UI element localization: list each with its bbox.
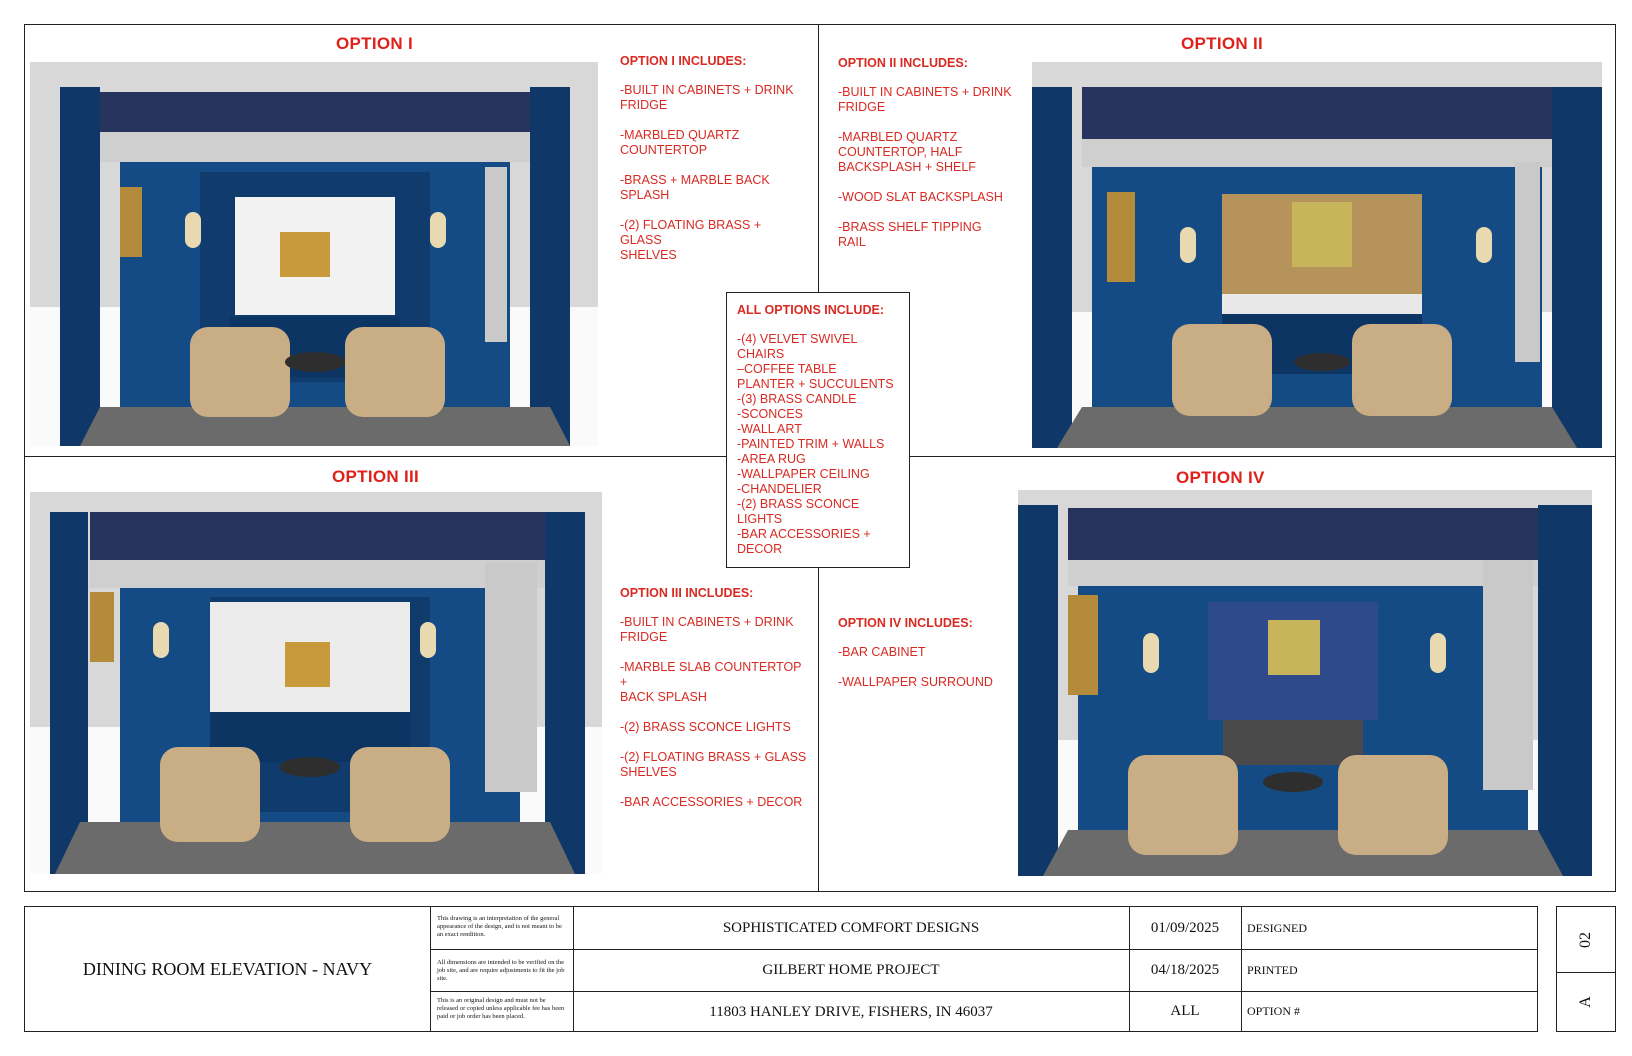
option-2-render <box>1032 62 1602 448</box>
include-item: -(2) FLOATING BRASS + GLASS SHELVES <box>620 750 807 779</box>
include-item: -BUILT IN CABINETS + DRINK FRIDGE <box>620 615 794 644</box>
option-1-render <box>30 62 598 446</box>
sheet-number-block <box>1556 906 1616 1032</box>
option-3-render <box>30 492 602 874</box>
all-option-item: -BAR ACCESSORIES + <box>737 527 871 541</box>
divider <box>430 907 431 1031</box>
sheet-letter-cell <box>1557 973 1615 1031</box>
includes-heading: OPTION I INCLUDES: <box>620 54 747 68</box>
include-item: -BRASS + MARBLE BACK SPLASH <box>620 173 770 202</box>
sheet-letter: A <box>1577 996 1594 1008</box>
all-options-heading: ALL OPTIONS INCLUDE: <box>737 303 884 317</box>
room-render-illustration <box>1018 490 1592 876</box>
includes-heading: OPTION IV INCLUDES: <box>838 616 973 630</box>
disclaimer-note: This drawing is an interpretation of the general appearance of the design, and is not meant to be an exact rendition. <box>437 915 562 938</box>
all-option-item: DECOR <box>737 542 783 556</box>
all-options-list <box>737 303 899 557</box>
include-item: -BAR CABINET <box>838 645 926 659</box>
option-value: ALL <box>1170 1002 1200 1019</box>
room-render-illustration <box>1032 62 1602 448</box>
all-option-item: -PAINTED TRIM + WALLS <box>737 437 885 451</box>
all-option-item: -AREA RUG <box>737 452 806 466</box>
option-4-title: OPTION IV <box>1176 468 1265 487</box>
include-item: -BUILT IN CABINETS + DRINK FRIDGE <box>838 85 1012 114</box>
include-item: -(2) FLOATING BRASS + GLASS SHELVES <box>620 218 762 262</box>
include-item: -BRASS SHELF TIPPING RAIL <box>838 220 982 249</box>
include-item: -WOOD SLAT BACKSPLASH <box>838 190 1003 204</box>
include-item: -BUILT IN CABINETS + DRINK FRIDGE <box>620 83 794 112</box>
copyright-note: This is an original design and must not be released or copied unless applicable fee has been paid or job order has been placed. <box>437 997 565 1020</box>
all-option-item: -WALL ART <box>737 422 802 436</box>
sheet-number: 02 <box>1577 931 1594 948</box>
option-3-includes <box>620 586 810 825</box>
all-option-item: –COFFEE TABLE <box>737 362 837 376</box>
project-address: 11803 HANLEY DRIVE, FISHERS, IN 46037 <box>709 1003 993 1020</box>
option-2-title: OPTION II <box>1181 34 1264 53</box>
designed-label: DESIGNED <box>1247 920 1307 935</box>
sheet-number-cell <box>1557 907 1615 973</box>
include-item: -MARBLE SLAB COUNTERTOP + BACK SPLASH <box>620 660 802 704</box>
include-item: -BAR ACCESSORIES + DECOR <box>620 795 803 809</box>
designed-date: 01/09/2025 <box>1150 919 1220 936</box>
option-2-includes <box>838 56 1018 265</box>
all-option-item: -(2) BRASS SCONCE LIGHTS <box>737 497 860 526</box>
drawing-title: DINING ROOM ELEVATION - NAVY <box>82 958 373 979</box>
all-option-item: -CHANDELIER <box>737 482 822 496</box>
room-render-illustration <box>30 492 602 874</box>
option-1-includes <box>620 54 800 278</box>
option-4-includes <box>838 616 1018 705</box>
printed-label: PRINTED <box>1247 962 1298 977</box>
company-name: SOPHISTICATED COMFORT DESIGNS <box>722 919 980 936</box>
option-label: OPTION # <box>1247 1003 1300 1018</box>
room-render-illustration <box>30 62 598 446</box>
include-item: -(2) BRASS SCONCE LIGHTS <box>620 720 791 734</box>
includes-heading: OPTION II INCLUDES: <box>838 56 968 70</box>
all-option-item: -(4) VELVET SWIVEL CHAIRS <box>737 332 857 361</box>
option-1-title: OPTION I <box>336 34 414 53</box>
includes-heading: OPTION III INCLUDES: <box>620 586 754 600</box>
all-options-box <box>726 292 910 568</box>
all-option-item: -(3) BRASS CANDLE <box>737 392 857 406</box>
all-option-item: -SCONCES <box>737 407 803 421</box>
include-item: -WALLPAPER SURROUND <box>838 675 993 689</box>
project-name: GILBERT HOME PROJECT <box>762 961 940 978</box>
all-option-item: PLANTER + SUCCULENTS <box>737 377 894 391</box>
include-item: -MARBLED QUARTZ COUNTERTOP <box>620 128 740 157</box>
dimensions-note: All dimensions are intended to be verified on the job site, and are require adjustments to fit the job site. <box>437 959 565 982</box>
title-block <box>24 906 1538 1032</box>
all-option-item: -WALLPAPER CEILING <box>737 467 870 481</box>
include-item: -MARBLED QUARTZ COUNTERTOP, HALF BACKSPLASH + SHELF <box>838 130 976 174</box>
option-3-title: OPTION III <box>332 467 420 486</box>
option-4-render <box>1018 490 1592 876</box>
divider <box>1241 907 1242 1031</box>
printed-date: 04/18/2025 <box>1150 961 1220 978</box>
